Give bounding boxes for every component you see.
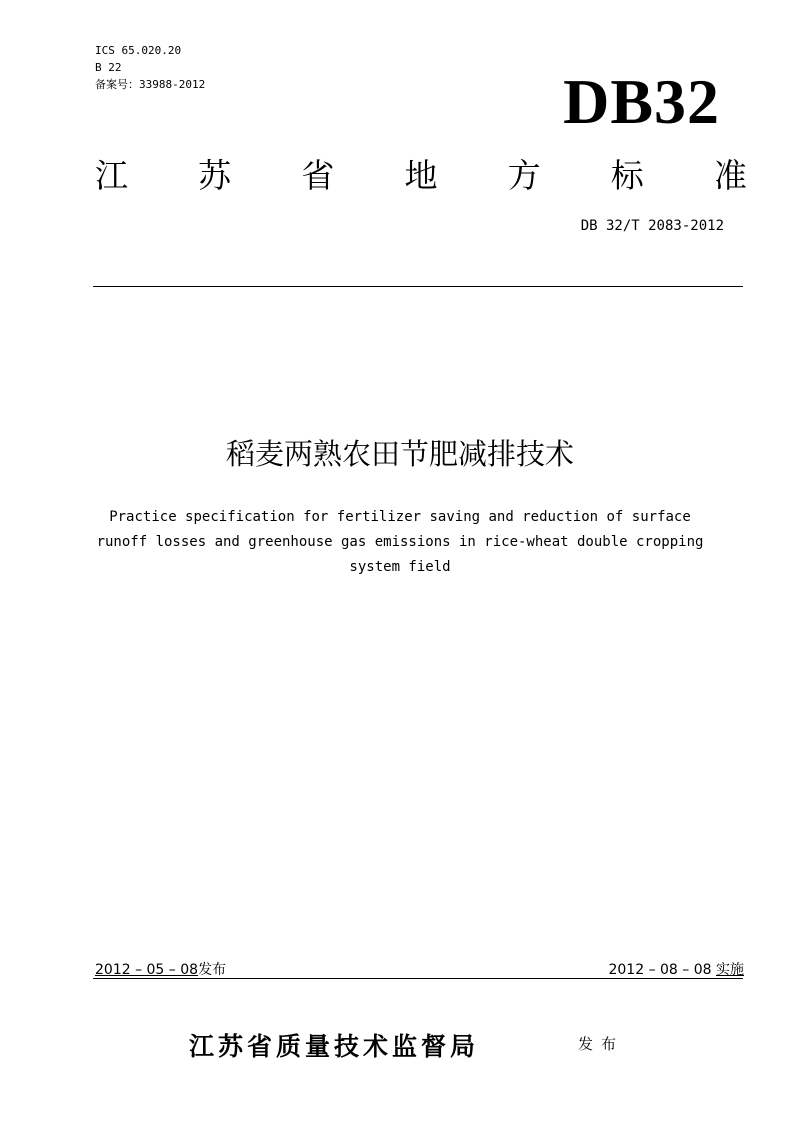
record-number: 备案号：33988-2012 xyxy=(95,78,206,91)
document-title-english xyxy=(40,505,760,580)
title-char: 准 xyxy=(713,156,747,195)
title-char: 苏 xyxy=(198,156,232,195)
effective-date-value: 2012 – 08 – 08 xyxy=(608,962,712,978)
document-title-chinese: 稻麦两熟农田节肥减排技术 xyxy=(225,437,574,471)
title-char: 江 xyxy=(95,156,128,195)
classification-code: B 22 xyxy=(95,61,122,74)
release-label: 发布 xyxy=(198,962,227,978)
english-title-line: system field xyxy=(349,559,451,575)
title-char: 省 xyxy=(301,156,335,195)
title-char: 方 xyxy=(507,156,541,195)
english-title-line: runoff losses and greenhouse gas emissions in rice-wheat double cropping xyxy=(96,534,704,550)
standard-number: DB 32/T 2083-2012 xyxy=(580,218,724,234)
title-char: 地 xyxy=(404,156,438,195)
effective-date xyxy=(608,959,744,979)
issuing-authority: 江苏省质量技术监督局 xyxy=(189,1032,480,1061)
english-title-line: Practice specification for fertilizer saving and reduction of surface xyxy=(109,509,691,525)
title-char: 标 xyxy=(610,156,644,195)
standard-type-title xyxy=(95,152,747,200)
effective-label: 实施 xyxy=(716,962,744,978)
footer-divider xyxy=(93,978,743,979)
issue-label: 发布 xyxy=(578,1035,625,1053)
header-meta xyxy=(95,42,205,93)
header-divider xyxy=(93,286,743,287)
standard-code: DB32 xyxy=(563,66,720,137)
release-date xyxy=(95,959,226,979)
ics-code: ICS 65.020.20 xyxy=(95,44,182,57)
release-date-value: 2012 – 05 – 08 xyxy=(95,962,199,978)
